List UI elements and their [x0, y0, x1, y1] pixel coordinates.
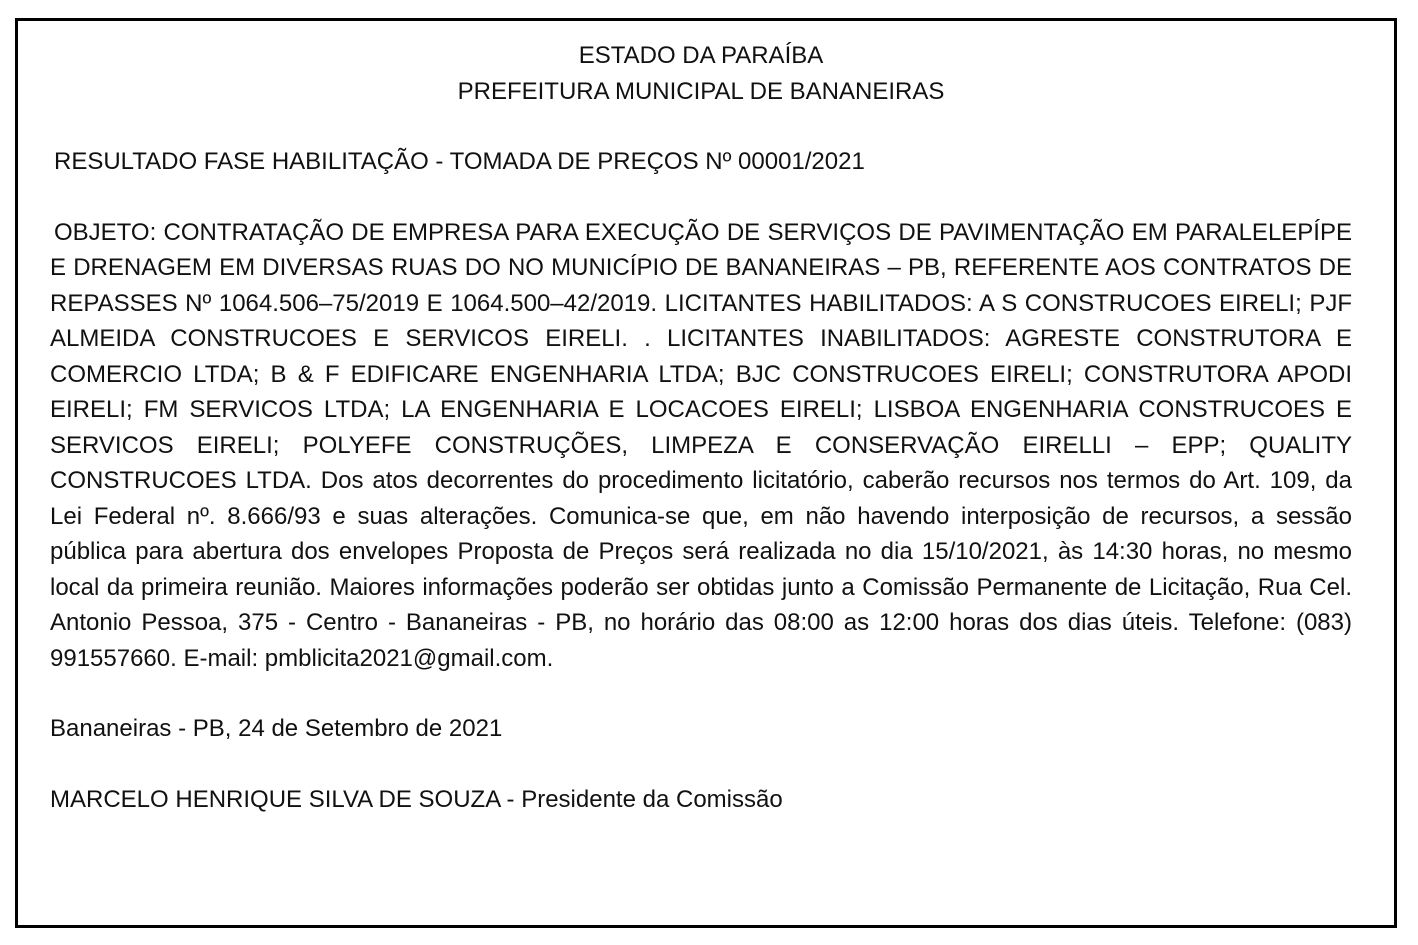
- municipality-heading: PREFEITURA MUNICIPAL DE BANANEIRAS: [457, 77, 945, 105]
- date-line: Bananeiras - PB, 24 de Setembro de 2021: [50, 715, 503, 742]
- notice-title: RESULTADO FASE HABILITAÇÃO - TOMADA DE PREÇOS Nº 00001/2021: [54, 148, 865, 175]
- notice-content: [50, 38, 1352, 817]
- notice-body: OBJETO: CONTRATAÇÃO DE EMPRESA PARA EXECUÇÃO DE SERVIÇOS DE PAVIMENTAÇÃO EM PARALELEPÍPE E DRENAGEM EM DIVERSAS RUAS DO NO MUNICÍPIO DE BANANEIRAS – PB, REFERENTE AOS CONTRATOS DE REPASSES Nº 1064.506–75/2019 E 1064.500–42/2019. LICITANTES HABILITADOS: A S CONSTRUCOES EIRELI; PJF ALMEIDA CONSTRUCOES E SERVICOS EIRELI. . LICITANTES INABILITADOS: AGRESTE CONSTRUTORA E COMERCIO LTDA; B & F EDIFICARE ENGENHARIA LTDA; BJC CONSTRUCOES EIRELI; CONSTRUTORA APODI EIRELI; FM SERVICOS LTDA; LA ENGENHARIA E LOCACOES EIRELI; LISBOA ENGENHARIA CONSTRUCOES E SERVICOS EIRELI; POLYEFE CONSTRUÇÕES, LIMPEZA E CONSERVAÇÃO EIRELLI – EPP; QUALITY CONSTRUCOES LTDA. Dos atos decorrentes do procedimento licitatório, caberão recursos nos termos do Art. 109, da Lei Federal nº. 8.666/93 e suas alterações. Comunica-se que, em não havendo interposição de recursos, a sessão pública para abertura dos envelopes Proposta de Preços será realizada no dia 15/10/2021, às 14:30 horas, no mesmo local da primeira reunião. Maiores informações poderão ser obtidas junto a Comissão Permanente de Licitação, Rua Cel. Antonio Pessoa, 375 - Centro - Bananeiras - PB, no horário das 08:00 as 12:00 horas dos dias úteis. Telefone: (083) 991557660. E-mail: pmblicita2021@gmail.com.: [50, 218, 1352, 672]
- signature-line: MARCELO HENRIQUE SILVA DE SOUZA - Presidente da Comissão: [50, 785, 783, 813]
- state-heading: ESTADO DA PARAÍBA: [578, 42, 824, 69]
